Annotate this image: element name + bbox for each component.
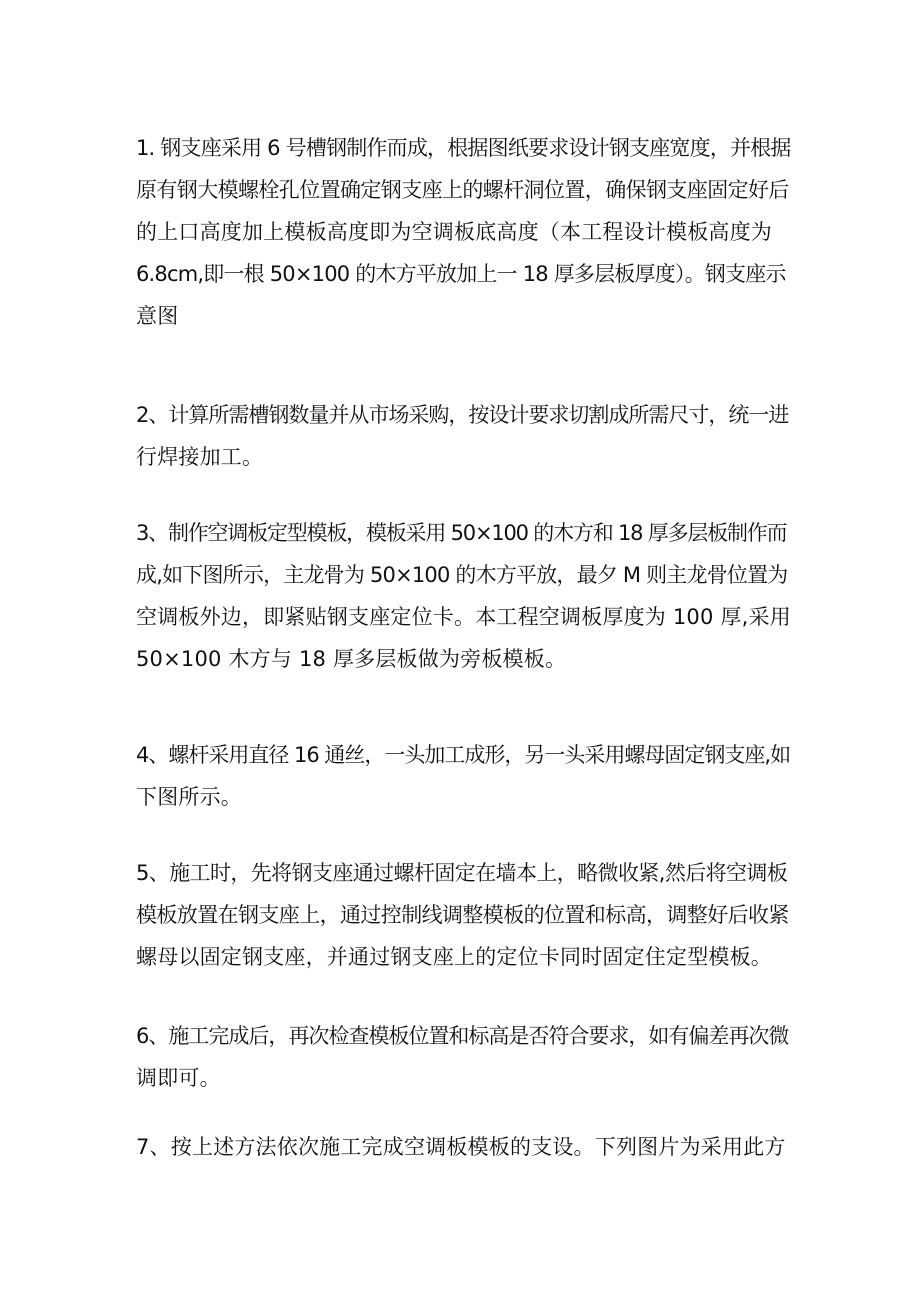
paragraph-1 [136,127,792,337]
text-line: 50×100 木方与 18 厚多层板做为旁板模板。 [136,647,567,671]
text-line: 的上口高度加上模板高度即为空调板底高度（本工程设计模板高度为 [136,220,772,244]
paragraph-2 [136,394,792,478]
text-line: 5、施工时，先将钢支座通过螺杆固定在墙本上，略微收紧,然后将空调板 [136,861,788,885]
text-line: 原有钢大模螺栓孔位置确定钢支座上的螺杆洞位置，确保钢支座固定好后 [136,178,789,202]
text-line: 1. 钢支座采用 6 号槽钢制作而成，根据图纸要求设计钢支座宽度，并根据 [136,136,791,160]
text-line: 2、计算所需槽钢数量并从市场采购，按设计要求切割成所需尺寸，统一进 [136,403,789,427]
text-line: 调即可。 [136,1066,221,1090]
text-line: 6.8cm,即一根 50×100 的木方平放加上一 18 厚多层板厚度）。钢支座示 [136,262,786,286]
text-line: 螺母以固定钢支座，并通过钢支座上的定位卡同时固定住定型模板。 [136,945,772,969]
text-line: 下图所示。 [136,785,242,809]
text-line: 空调板外边，即紧贴钢支座定位卡。本工程空调板厚度为 100 厚,采用 [136,605,791,629]
text-line: 6、施工完成后，再次检查模板位置和标高是否符合要求，如有偏差再次微 [136,1024,789,1048]
text-line: 7、按上述方法依次施工完成空调板模板的支设。下列图片为采用此方 [136,1135,786,1159]
paragraph-5 [136,852,792,978]
paragraph-4 [136,734,792,818]
text-line: 行焊接加工。 [136,445,264,469]
text-line: 成,如下图所示，主龙骨为 50×100 的木方平放，最夕 M 则主龙骨位置为 [136,563,788,587]
paragraph-7 [136,1126,792,1168]
paragraph-6 [136,1015,792,1099]
paragraph-3 [136,512,792,680]
text-line: 模板放置在钢支座上，通过控制线调整模板的位置和标高，调整好后收紧 [136,903,789,927]
text-line: 4、螺杆采用直径 16 通丝，一头加工成形，另一头采用螺母固定钢支座,如 [136,743,791,767]
text-line: 意图 [136,304,179,328]
text-line: 3、制作空调板定型模板，模板采用 50×100 的木方和 18 厚多层板制作而 [136,521,787,545]
